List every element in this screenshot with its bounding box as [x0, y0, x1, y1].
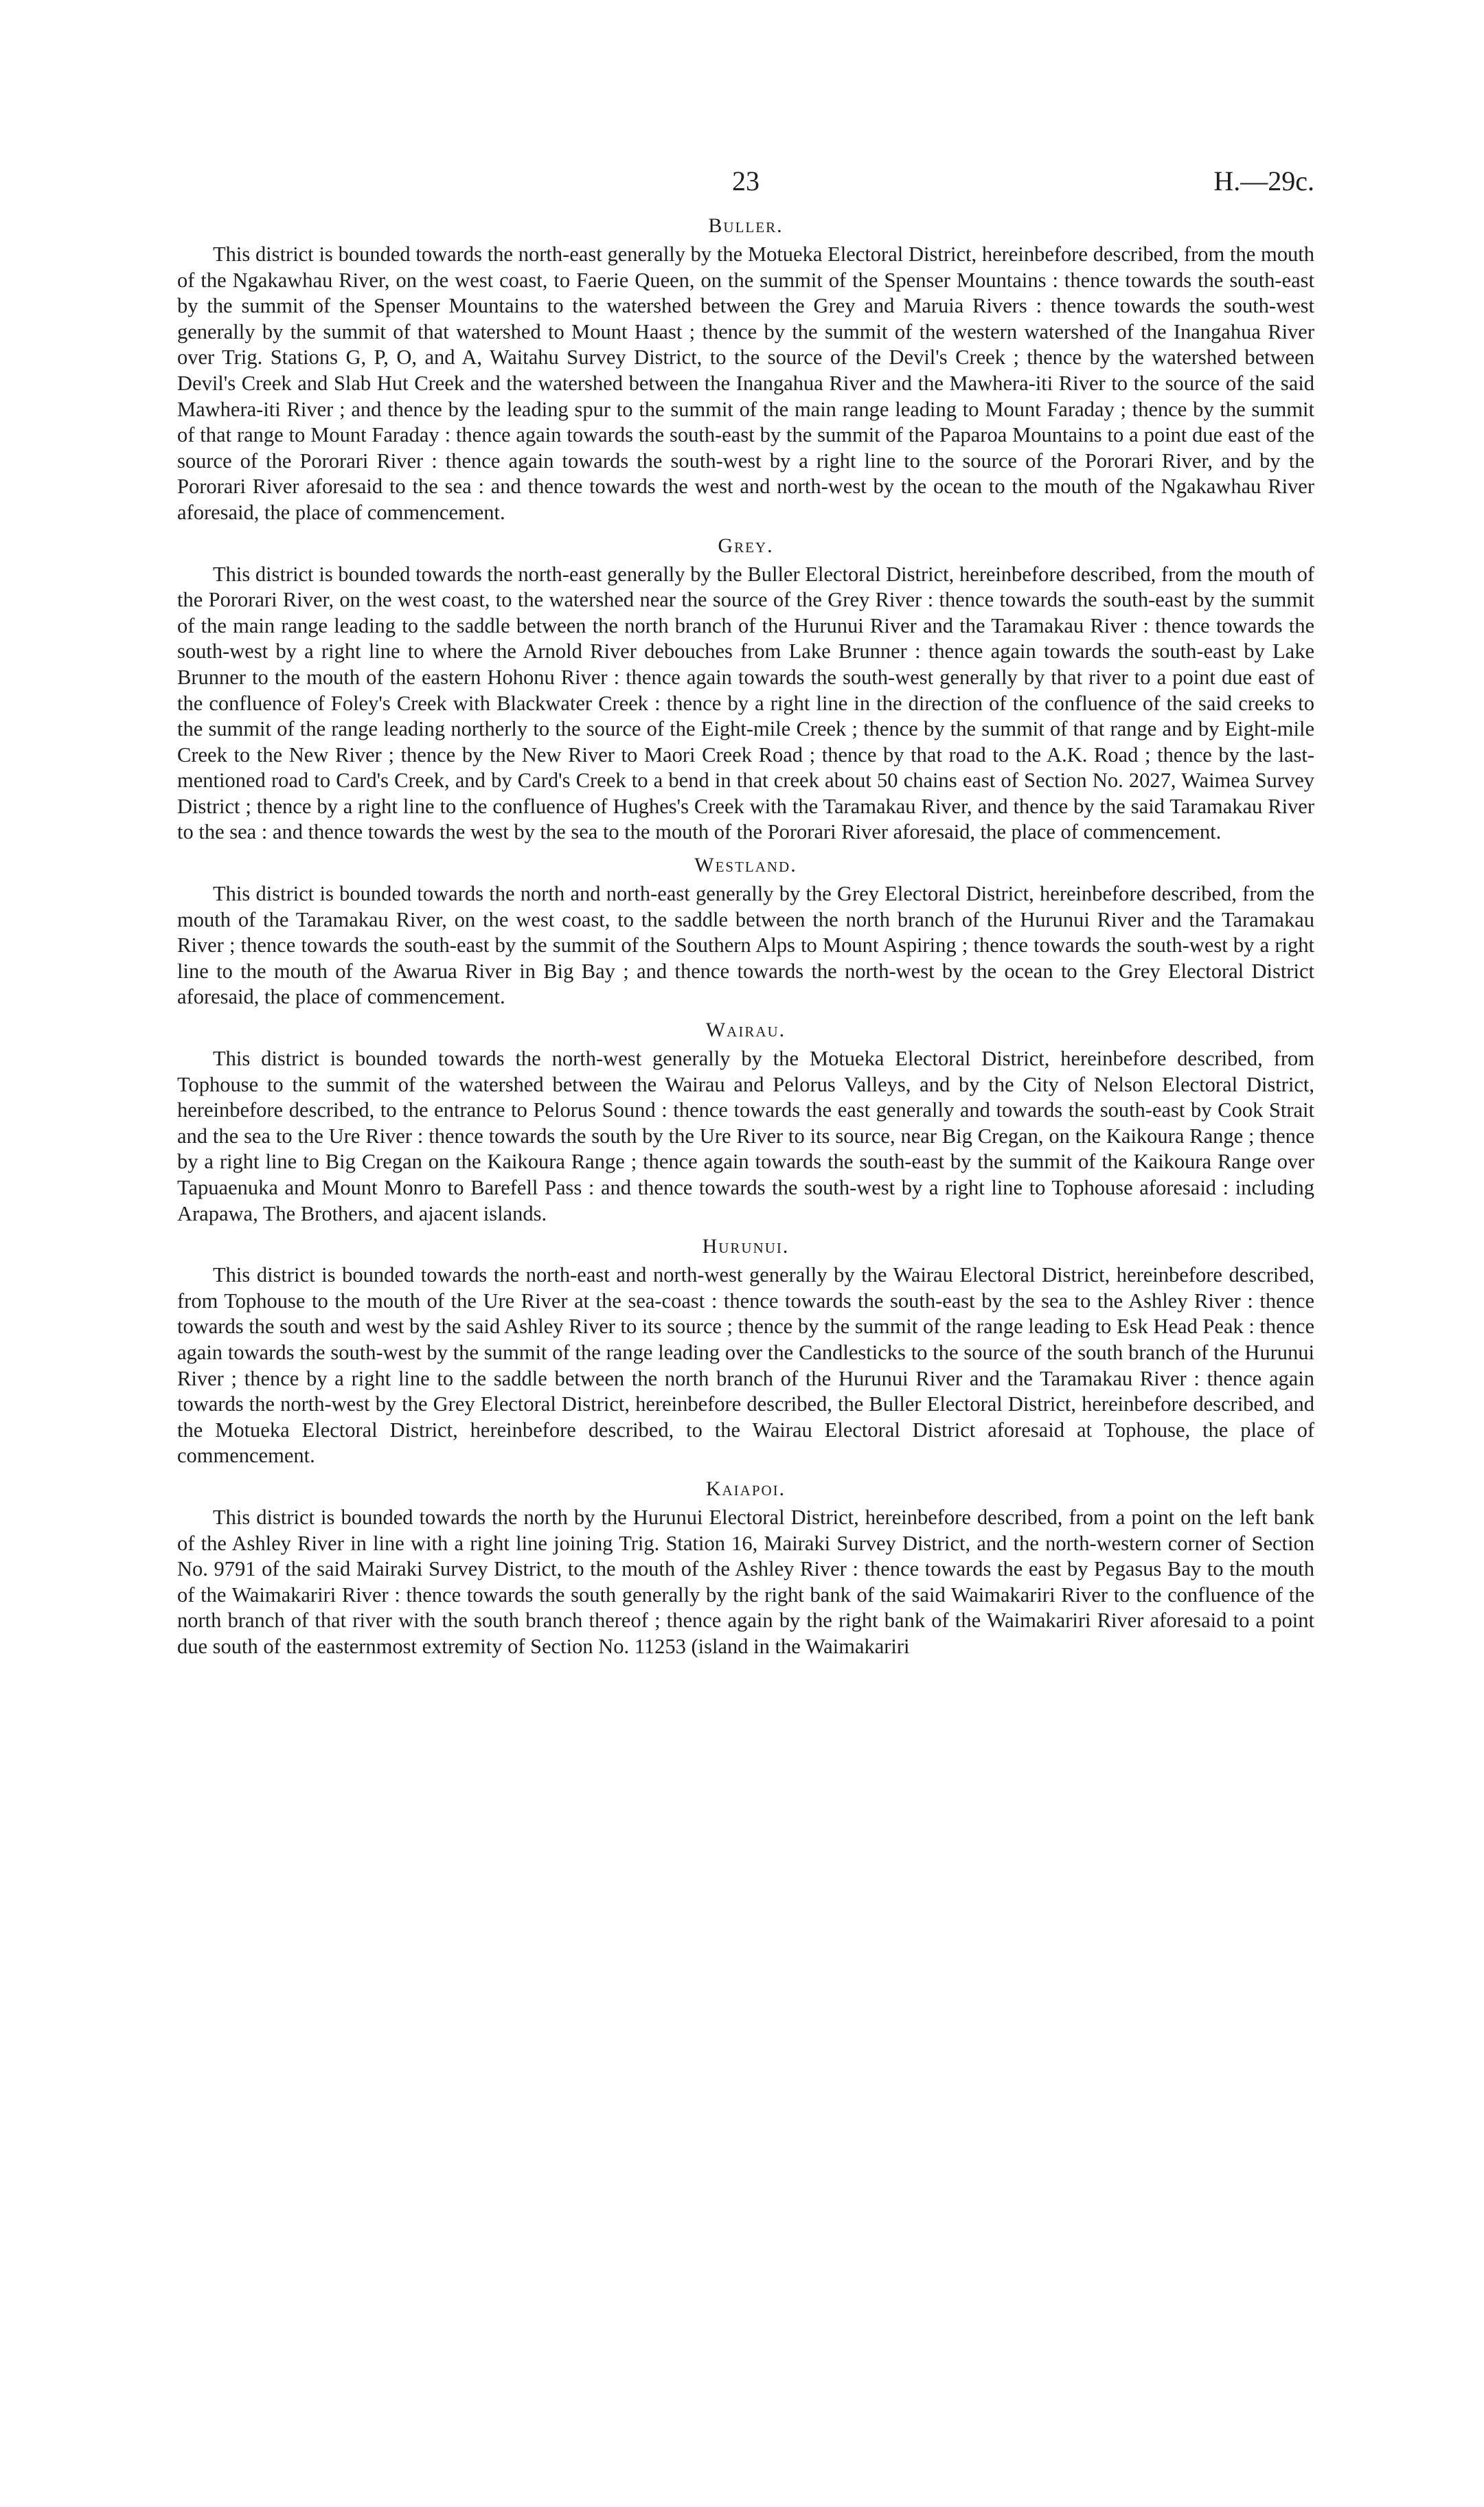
section-heading: Westland. — [694, 854, 797, 877]
section-heading: Kaiapoi. — [705, 1477, 786, 1500]
section-body: This district is bounded towards the north-east generally by the Motueka Electoral District, hereinbefore described, from the mouth of the Ngakawhau River, on the west coast, to Faerie Queen, on the summit of the Spenser Mountains : thence towards the south-east by the summit of the Spenser Mountains to the watershed between the Grey and Maruia Rivers : thence towards the south-west generally by the summit of that watershed to Mount Haast ; thence by the summit of the western watershed of the Inangahua River over Trig. Stations G, P, O, and A, Waitahu Survey District, to the source of the Devil's Creek ; thence by the watershed between Devil's Creek and Slab Hut Creek and the watershed between the Inangahua River and the Mawhera-iti River to the source of the said Mawhera-iti River ; and thence by the leading spur to the summit of the main range leading to Mount Faraday ; thence by the summit of that range to Mount Faraday : thence again towards the south-east by the summit of the Paparoa Mountains to a point due east of the source of the Pororari River : thence again towards the south-west by a right line to the source of the Pororari River, and by the Pororari River aforesaid to the sea : and thence towards the west and north-west by the ocean to the mouth of the Ngakawhau River aforesaid, the place of commencement. — [177, 242, 1314, 524]
document-reference: H.—29c. — [1213, 166, 1314, 196]
section-body: This district is bounded towards the north-west generally by the Motueka Electoral District, hereinbefore described, from Tophouse to the summit of the watershed between the Wairau and Pelorus Valleys, and by the City of Nelson Electoral District, hereinbefore described, to the entrance to Pelorus Sound : thence towards the east generally and towards the south-east by Cook Strait and the sea to the Ure River : thence towards the south by the Ure River to its source, near Big Cregan, on the Kaikoura Range ; thence by a right line to Big Cregan on the Kaikoura Range ; thence again towards the south-east by the summit of the Kaikoura Range over Tapuaenuka and Mount Monro to Barefell Pass : and thence towards the south-west by a right line to Tophouse aforesaid : including Arapawa, The Brothers, and ajacent islands. — [177, 1047, 1314, 1225]
section-heading: Wairau. — [705, 1019, 786, 1042]
document-page — [177, 165, 1314, 1660]
section-grey — [177, 534, 1314, 846]
page-header — [177, 165, 1314, 206]
section-hurunui — [177, 1235, 1314, 1469]
page-number: 23 — [732, 166, 760, 196]
section-heading: Hurunui. — [702, 1235, 790, 1258]
section-body: This district is bounded towards the north-east and north-west generally by the Wairau Electoral District, hereinbefore described, from Tophouse to the mouth of the Ure River at the sea-coast : thence towards the south-east by the sea to the Ashley River : thence towards the south and west by the said Ashley River to its source ; thence by the summit of the range leading to Esk Head Peak : thence again towards the south-west by the summit of the range leading over the Candlesticks to the source of the south branch of the Hurunui River ; thence by a right line to the saddle between the north branch of the Hurunui River and the Taramakau River : thence again towards the north-west by the Grey Electoral District, hereinbefore described, the Buller Electoral District, hereinbefore described, and the Motueka Electoral District, hereinbefore described, to the Wairau Electoral District aforesaid at Tophouse, the place of commencement. — [177, 1263, 1314, 1468]
section-westland — [177, 854, 1314, 1010]
section-buller — [177, 214, 1314, 526]
section-body: This district is bounded towards the north and north-east generally by the Grey Electoral District, hereinbefore described, from the mouth of the Taramakau River, on the west coast, to the saddle between the north branch of the Hurunui River and the Taramakau River ; thence towards the south-east by the summit of the Southern Alps to Mount Aspiring ; thence towards the south-west by a right line to the mouth of the Awarua River in Big Bay ; and thence towards the north-west by the ocean to the Grey Electoral District aforesaid, the place of commencement. — [177, 882, 1314, 1009]
section-heading: Buller. — [708, 214, 784, 237]
section-body: This district is bounded towards the north-east generally by the Buller Electoral District, hereinbefore described, from the mouth of the Pororari River, on the west coast, to the watershed near the source of the Grey River : thence towards the south-east by the summit of the main range leading to the saddle between the north branch of the Hurunui River and the Taramakau River : thence towards the south-west by a right line to where the Arnold River debouches from Lake Brunner : thence again towards the south-east by Lake Brunner to the mouth of the eastern Hohonu River : thence again towards the south-west generally by that river to a point due east of the confluence of Foley's Creek with Blackwater Creek : thence by a right line in the direction of the confluence of the said creeks to the summit of the range leading northerly to the source of the Eight-mile Creek ; thence by the summit of that range and by Eight-mile Creek to the New River ; thence by the New River to Maori Creek Road ; thence by that road to the A.K. Road ; thence by the last-mentioned road to Card's Creek, and by Card's Creek to a bend in that creek about 50 chains east of Section No. 2027, Waimea Survey District ; thence by a right line to the confluence of Hughes's Creek with the Taramakau River, and thence by the said Taramakau River to the sea : and thence towards the west by the sea to the mouth of the Pororari River aforesaid, the place of commencement. — [177, 562, 1314, 844]
section-wairau — [177, 1019, 1314, 1227]
section-body: This district is bounded towards the north by the Hurunui Electoral District, hereinbefore described, from a point on the left bank of the Ashley River in line with a right line joining Trig. Station 16, Mairaki Survey District, and the north-western corner of Section No. 9791 of the said Mairaki Survey District, to the mouth of the Ashley River : thence towards the east by Pegasus Bay to the mouth of the Waimakariri River : thence towards the south generally by the right bank of the said Waimakariri River to the confluence of the north branch of that river with the south branch thereof ; thence again by the right bank of the Waimakariri River aforesaid to a point due south of the easternmost extremity of Section No. 11253 (island in the Waimakariri — [177, 1505, 1314, 1658]
section-kaiapoi — [177, 1477, 1314, 1660]
section-heading: Grey. — [718, 534, 774, 557]
